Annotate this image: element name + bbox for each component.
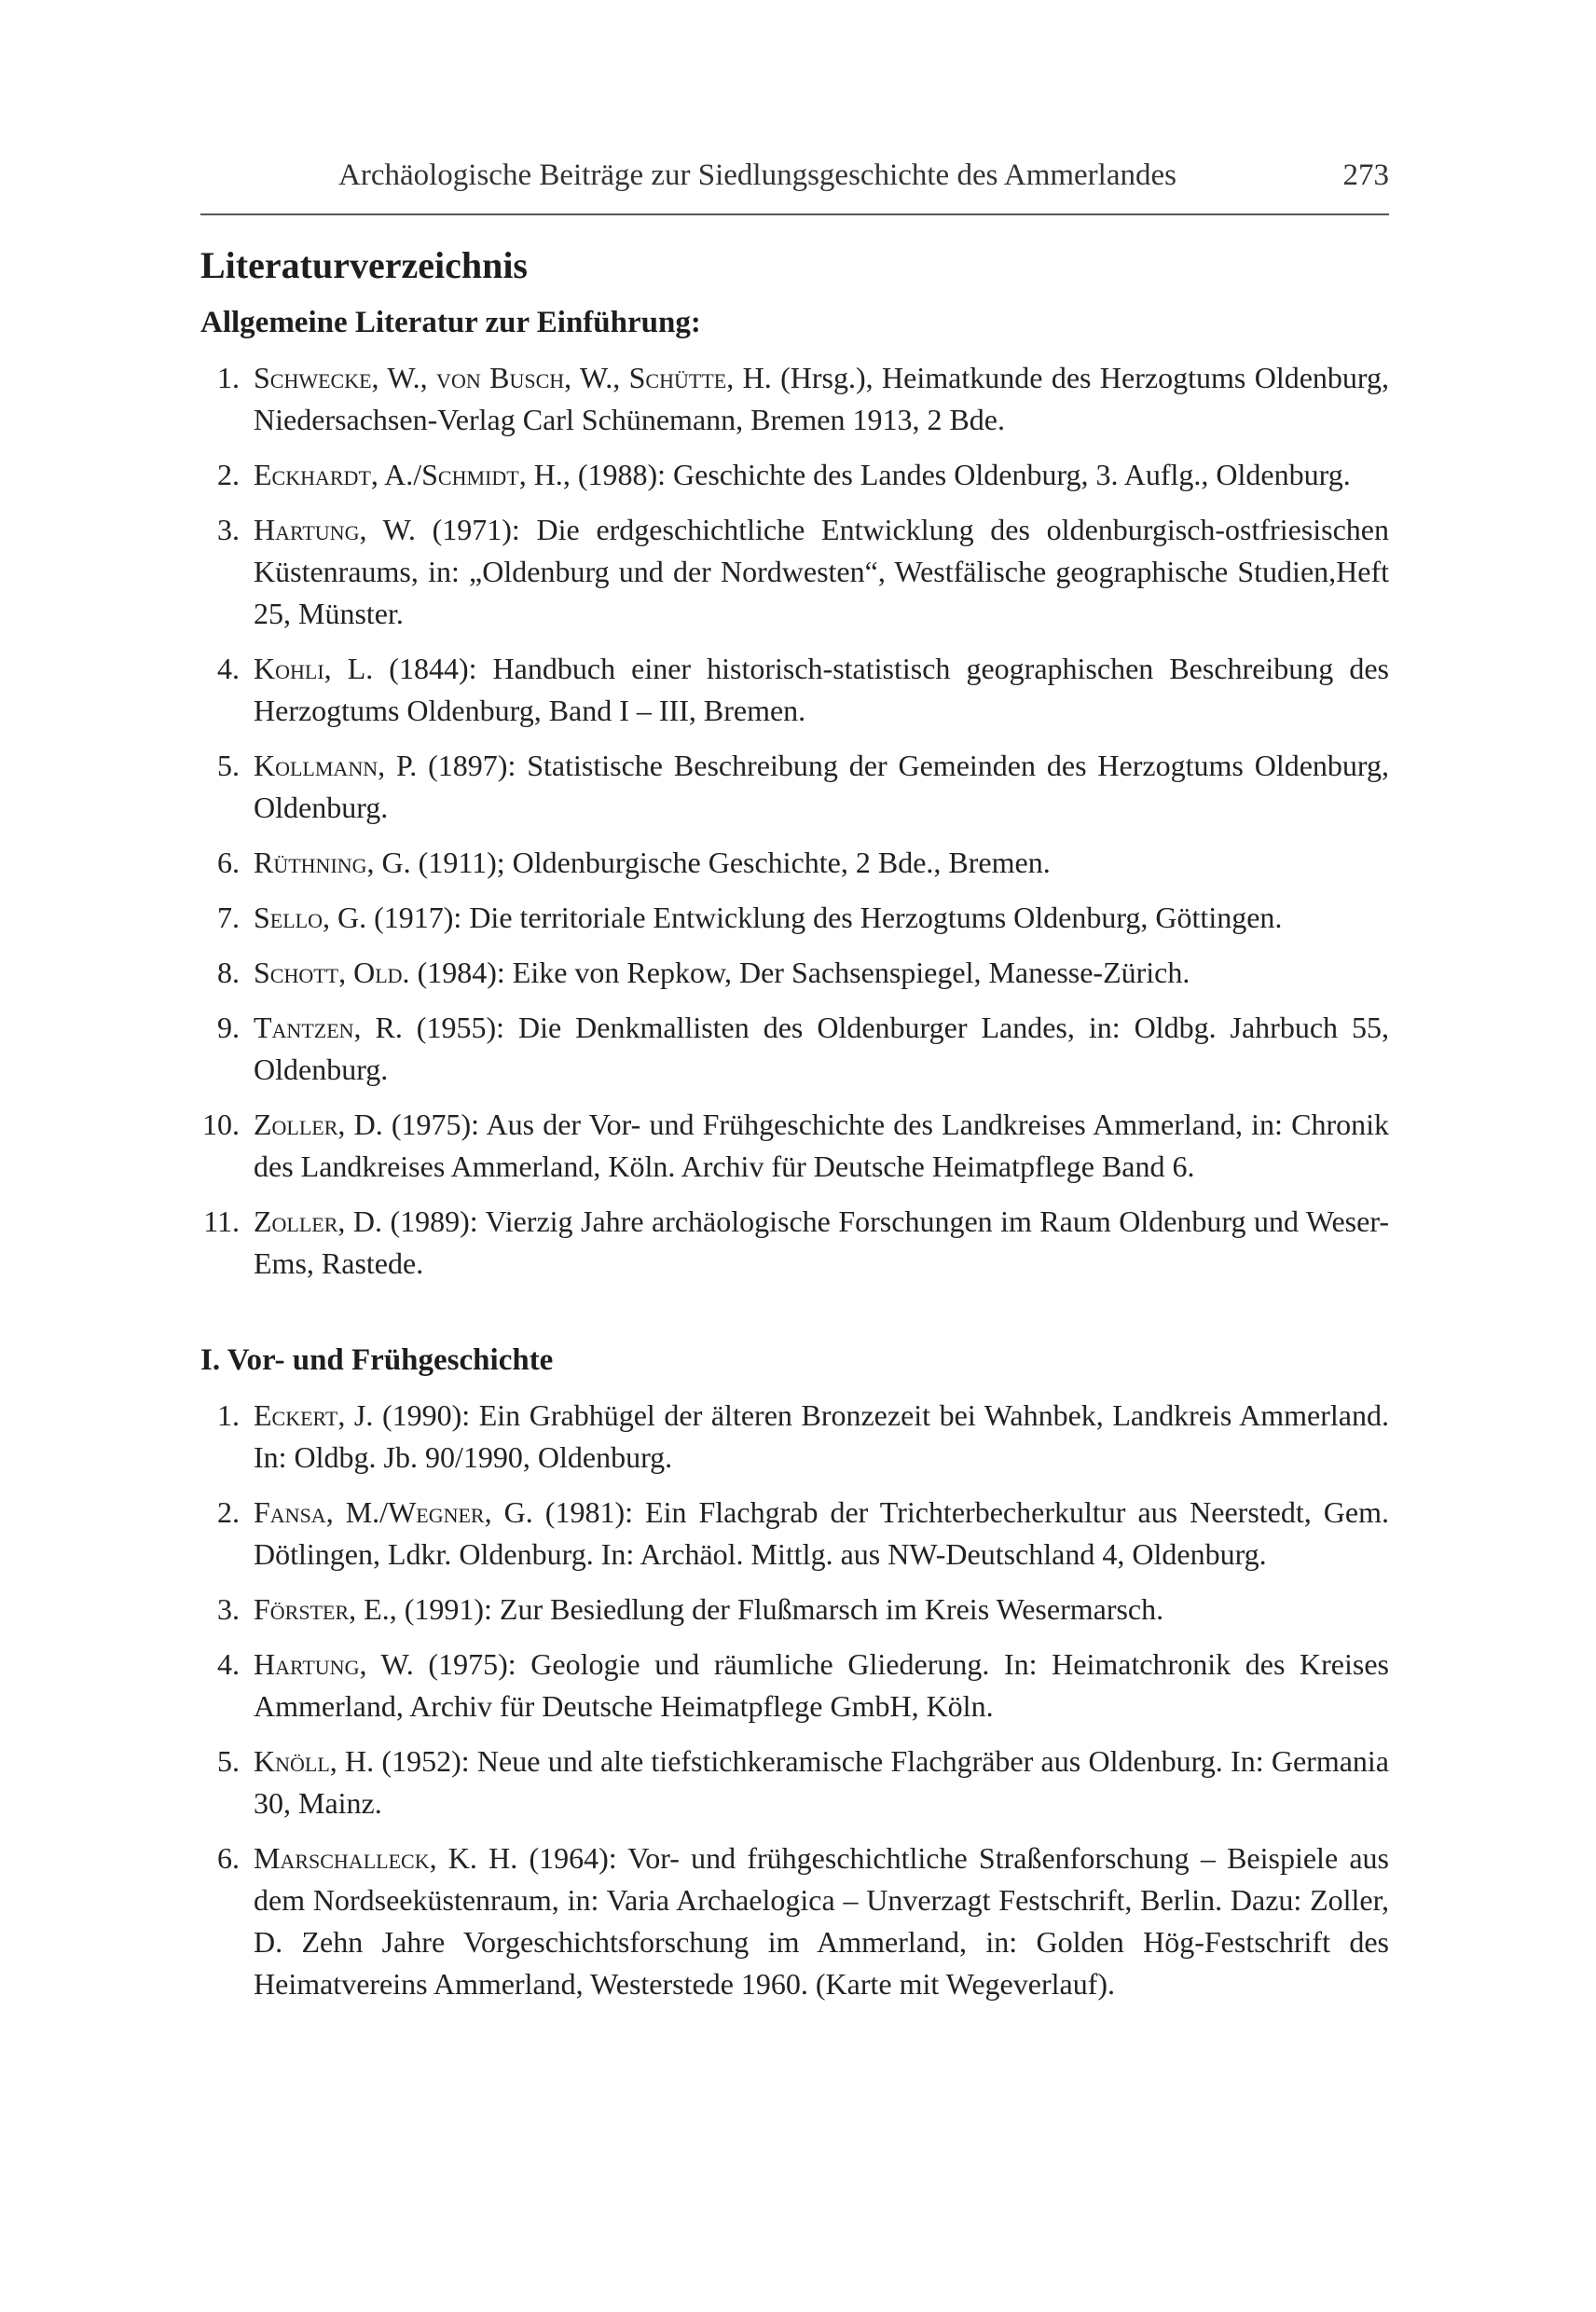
reference-entry — [200, 454, 1389, 496]
entry-text: , (1988): Geschichte des Landes Oldenburg, 3. Auflg., Oldenburg. — [562, 458, 1351, 491]
reference-entry — [200, 1395, 1389, 1479]
entry-number: 5. — [217, 749, 240, 782]
reference-entry — [200, 952, 1389, 994]
entry-number: 2. — [217, 1495, 240, 1529]
entry-author: Fansa, M./Wegner, G. — [254, 1495, 533, 1529]
header-rule — [200, 213, 1389, 215]
entry-number: 1. — [217, 361, 240, 394]
reference-entry — [200, 357, 1389, 441]
entry-number: 6. — [217, 846, 240, 879]
entry-author: Sello, G. — [254, 901, 367, 934]
entry-text: (1964): Vor- und frühgeschichtliche Straßenforschung – Beispiele aus dem Nordseeküstenraum, in: Varia Archaelogica – Unverzagt Festschrift, Berlin. Dazu: Zoller, D. Zehn Jahre Vorgeschichtsforschung im Ammerland, in: Golden Hög-Festschrift des Heimatvereins Ammerland, Westerstede 1960. (Karte mit Wegeverlauf). — [254, 1841, 1390, 2001]
entry-text: (1952): Neue und alte tiefstichkeramische Flachgräber aus Oldenburg. In: Germania 30, Mainz. — [254, 1744, 1390, 1820]
entry-text: (1975): Aus der Vor- und Frühgeschichte des Landkreises Ammerland, in: Chronik des Landkreises Ammerland, Köln. Archiv für Deutsche Heimatpflege Band 6. — [254, 1108, 1389, 1183]
entry-author: Knöll, H. — [254, 1744, 375, 1778]
entry-text: (1989): Vierzig Jahre archäologische Forschungen im Raum Oldenburg und Weser-Ems, Rastede. — [254, 1204, 1390, 1280]
entry-author: Zoller, D. — [254, 1204, 382, 1238]
reference-entry — [200, 842, 1389, 884]
entry-number: 1. — [217, 1398, 240, 1432]
entry-author: Eckert, J. — [254, 1398, 374, 1432]
reference-entry — [200, 1492, 1389, 1576]
entry-text: (1984): Eike von Repkow, Der Sachsenspiegel, Manesse-Zürich. — [409, 956, 1190, 989]
entry-number: 4. — [217, 652, 240, 685]
entry-text: (1990): Ein Grabhügel der älteren Bronzezeit bei Wahnbek, Landkreis Ammerland. In: Oldbg. Jb. 90/1990, Oldenburg. — [254, 1398, 1389, 1474]
entry-text: (Hrsg.), Heimatkunde des Herzogtums Oldenburg, Niedersachsen-Verlag Carl Schünemann, Bremen 1913, 2 Bde. — [254, 361, 1389, 436]
entry-author: Kollmann, P. — [254, 749, 418, 782]
entry-author: Marschalleck, K. H. — [254, 1841, 518, 1875]
reference-entry — [200, 1104, 1389, 1188]
entry-author: Kohli, L. — [254, 652, 374, 685]
entry-number: 10. — [202, 1108, 240, 1141]
entry-author: Schwecke, W., von Busch, W., Schütte, H. — [254, 361, 772, 394]
section-heading-general: Allgemeine Literatur zur Einführung: — [200, 306, 701, 339]
reference-entry — [200, 745, 1389, 829]
reference-list-prehistory — [200, 1395, 1389, 2005]
entry-number: 7. — [217, 901, 240, 934]
entry-text: (1971): Die erdgeschichtliche Entwicklung des oldenburgisch-ostfriesischen Küstenraums, in: „Oldenburg und der Nordwesten“, Westfälische geographische Studien,Heft 25, Münster. — [254, 513, 1390, 630]
reference-entry — [200, 1201, 1389, 1285]
entry-author: Zoller, D. — [254, 1108, 383, 1141]
reference-entry — [200, 1644, 1389, 1727]
entry-number: 11. — [203, 1204, 240, 1238]
page-number: 273 — [1342, 158, 1389, 192]
reference-entry — [200, 897, 1389, 939]
reference-entry — [200, 648, 1389, 732]
entry-author: Hartung, W. — [254, 1647, 414, 1681]
reference-entry — [200, 1837, 1389, 2005]
reference-entry — [200, 1589, 1389, 1631]
entry-number: 9. — [217, 1011, 240, 1044]
reference-entry — [200, 1007, 1389, 1091]
entry-author: Hartung, W. — [254, 513, 416, 546]
entry-number: 8. — [217, 956, 240, 989]
entry-number: 3. — [217, 513, 240, 546]
reference-entry — [200, 509, 1389, 635]
running-title: Archäologische Beiträge zur Siedlungsgeschichte des Ammerlandes — [338, 158, 1176, 192]
entry-text: (1981): Ein Flachgrab der Trichterbecherkultur aus Neerstedt, Gem. Dötlingen, Ldkr. Oldenburg. In: Archäol. Mittlg. aus NW-Deutschland 4, Oldenburg. — [254, 1495, 1389, 1571]
entry-text: (1917): Die territoriale Entwicklung des Herzogtums Oldenburg, Göttingen. — [366, 901, 1283, 934]
bibliography — [200, 238, 1389, 2018]
entry-number: 6. — [217, 1841, 240, 1875]
entry-author: Förster, E. — [254, 1592, 390, 1626]
entry-number: 2. — [217, 458, 240, 491]
entry-text: (1955): Die Denkmallisten des Oldenburger Landes, in: Oldbg. Jahrbuch 55, Oldenburg. — [254, 1011, 1390, 1086]
entry-text: (1844): Handbuch einer historisch-statistisch geographischen Beschreibung des Herzogtums Oldenburg, Band I – III, Bremen. — [254, 652, 1389, 727]
entry-text: (1911); Oldenburgische Geschichte, 2 Bde., Bremen. — [410, 846, 1051, 879]
entry-author: Rüthning, G. — [254, 846, 411, 879]
reference-list-general — [200, 357, 1389, 1285]
entry-author: Eckhardt, A./Schmidt, H. — [254, 458, 563, 491]
reference-entry — [200, 1741, 1389, 1824]
entry-author: Tantzen, R. — [254, 1011, 403, 1044]
section-heading-prehistory: I. Vor- und Frühgeschichte — [200, 1343, 554, 1377]
entry-text: , (1991): Zur Besiedlung der Flußmarsch im Kreis Wesermarsch. — [389, 1592, 1164, 1626]
entry-author: Schott, Old. — [254, 956, 410, 989]
entry-number: 4. — [217, 1647, 240, 1681]
entry-number: 5. — [217, 1744, 240, 1778]
entry-number: 3. — [217, 1592, 240, 1626]
entry-text: (1975): Geologie und räumliche Gliederung. In: Heimatchronik des Kreises Ammerland, Archiv für Deutsche Heimatpflege GmbH, Köln. — [254, 1647, 1390, 1723]
page-title: Literaturverzeichnis — [200, 244, 528, 286]
entry-text: (1897): Statistische Beschreibung der Gemeinden des Herzogtums Oldenburg, Oldenburg. — [254, 749, 1389, 824]
